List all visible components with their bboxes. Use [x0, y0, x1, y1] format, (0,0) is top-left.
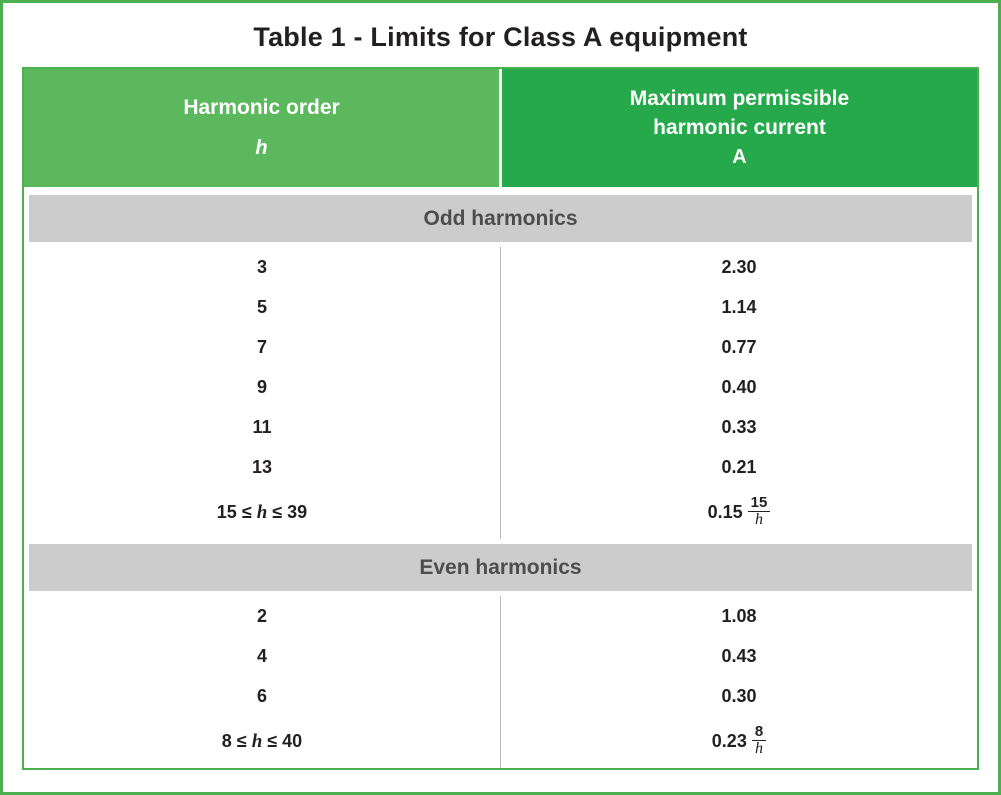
max-current-value: 0.77 — [721, 336, 757, 357]
table-row — [24, 287, 977, 327]
harmonic-order-cell: 2 — [24, 596, 501, 636]
column-header-max-current — [501, 69, 978, 189]
harmonic-order-cell: 11 — [24, 407, 501, 447]
max-current-value: 0.30 — [721, 685, 757, 706]
table-row — [24, 247, 977, 287]
max-current-value: 1.08 — [721, 605, 757, 626]
harmonic-order-cell: 4 — [24, 636, 501, 676]
max-current-value: 1.14 — [721, 296, 757, 317]
column-header-harmonic-order — [24, 69, 501, 189]
section-band-row — [24, 539, 977, 596]
fraction-numerator: 15 — [748, 495, 771, 512]
column-header-max-current-line2: harmonic current — [653, 115, 826, 139]
max-current-value: 2.30 — [721, 256, 757, 277]
fraction-multiplier — [748, 495, 771, 529]
fraction-denominator: h — [755, 510, 764, 528]
max-current-cell — [501, 287, 978, 327]
max-current-cell — [501, 327, 978, 367]
max-current-value: 0.23 — [711, 731, 747, 752]
table-row — [24, 367, 977, 407]
max-current-cell — [501, 676, 978, 716]
column-header-max-current-unit: A — [732, 145, 747, 168]
table-body — [24, 189, 977, 769]
max-current-value: 0.43 — [721, 645, 757, 666]
max-current-cell — [501, 247, 978, 287]
table-row — [24, 327, 977, 367]
limits-table-container — [22, 67, 979, 770]
column-header-harmonic-order-label: Harmonic order — [183, 95, 340, 119]
fraction-numerator: 8 — [752, 724, 766, 741]
harmonic-order-cell: 7 — [24, 327, 501, 367]
table-row — [24, 596, 977, 636]
max-current-cell — [501, 636, 978, 676]
max-current-cell — [501, 716, 978, 768]
max-current-value: 0.21 — [721, 456, 757, 477]
column-header-harmonic-order-symbol: h — [255, 137, 268, 160]
max-current-cell — [501, 487, 978, 539]
section-band-label: Odd harmonics — [29, 195, 972, 242]
max-current-cell — [501, 407, 978, 447]
table-row — [24, 447, 977, 487]
column-header-max-current-line1: Maximum permissible — [629, 87, 850, 111]
fraction-multiplier — [752, 724, 766, 758]
max-current-value: 0.15 — [707, 502, 743, 523]
harmonic-order-cell: 3 — [24, 247, 501, 287]
max-current-value: 0.33 — [721, 416, 757, 437]
section-band-cell — [24, 539, 977, 596]
table-head — [24, 69, 977, 189]
table-row — [24, 636, 977, 676]
table-row — [24, 716, 977, 768]
section-band-row — [24, 189, 977, 248]
harmonic-order-cell: 5 — [24, 287, 501, 327]
section-band-cell — [24, 189, 977, 248]
table-row — [24, 407, 977, 447]
table-row — [24, 676, 977, 716]
page-title: Table 1 - Limits for Class A equipment — [253, 22, 748, 52]
table-header-row — [24, 69, 977, 189]
harmonic-order-cell: 6 — [24, 676, 501, 716]
harmonic-order-cell: 15 ≤ h ≤ 39 — [24, 487, 501, 539]
fraction-denominator: h — [755, 739, 764, 757]
max-current-cell — [501, 596, 978, 636]
max-current-cell — [501, 367, 978, 407]
max-current-cell — [501, 447, 978, 487]
harmonic-order-cell: 8 ≤ h ≤ 40 — [24, 716, 501, 768]
max-current-value: 0.40 — [721, 376, 757, 397]
limits-table — [24, 69, 977, 768]
harmonic-order-cell: 13 — [24, 447, 501, 487]
harmonic-order-cell: 9 — [24, 367, 501, 407]
section-band-label: Even harmonics — [29, 544, 972, 591]
table-row — [24, 487, 977, 539]
